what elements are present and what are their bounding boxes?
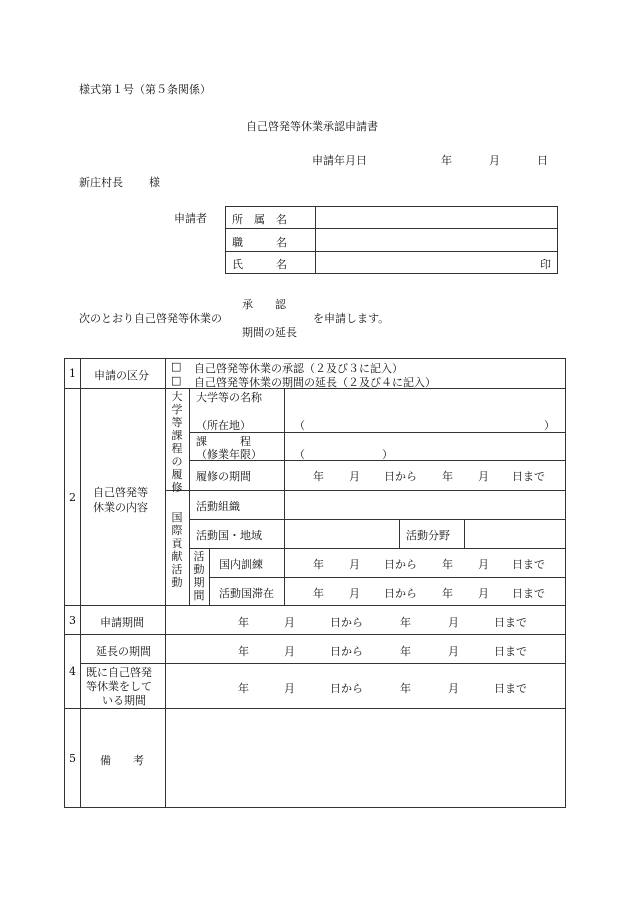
row3-number: 3 [69,614,76,627]
vertical-char: 間 [193,589,205,602]
vertical-char: の [171,455,183,468]
course-open-paren: （ [294,448,305,461]
row3-label: 申請期間 [100,616,144,629]
international-contribution-vertical-label [171,511,183,589]
addressee: 新庄村長 [79,176,123,189]
vertical-char: 期 [193,576,205,589]
row2-label-line2: 休業の内容 [93,501,148,514]
date-day: 日 [537,154,548,167]
affiliation-label: 所 属 名 [232,213,287,226]
row5-number: 5 [69,752,76,765]
vertical-char: 際 [171,524,183,537]
row1-option-approval: 自己啓発等休業の承認（２及び３に記入） [194,362,403,375]
statement-option-approval: 承 認 [242,298,286,311]
activity-period-vertical-label [193,550,205,602]
existing-leave-label-line1: 既に自己啓発 [86,666,152,679]
study-years-label: （修業年限） [196,448,262,461]
date-month: 月 [489,154,500,167]
domestic-training-label: 国内訓練 [219,558,263,571]
statement-option-extension: 期間の延長 [242,326,297,339]
row1-option-extension: 自己啓発等休業の期間の延長（２及び４に記入） [194,376,436,389]
remarks-label: 備 考 [100,754,144,767]
row4-number: 4 [69,665,76,678]
vertical-char: 程 [171,442,183,455]
date-label: 申請年月日 [312,154,367,167]
row1-number: 1 [69,367,76,380]
vertical-char: 履 [171,468,183,481]
honorific: 様 [149,176,160,189]
stay-abroad-label: 活動国滞在 [219,587,274,600]
row1-label: 申請の区分 [94,369,149,382]
existing-leave-label-line3: いる期間 [102,694,146,707]
vertical-char: 大 [171,390,183,403]
row1-checkbox-extension[interactable]: □ [171,374,182,387]
form-number: 様式第１号（第５条関係） [79,83,211,96]
vertical-char: 動 [193,563,205,576]
row1-checkbox-approval[interactable]: □ [171,360,182,373]
activity-country-label: 活動国・地域 [196,529,262,542]
activity-field-label: 活動分野 [406,529,450,542]
row2-label-line1: 自己啓発等 [93,486,148,499]
vertical-char: 学 [171,403,183,416]
vertical-char: 修 [171,481,183,494]
row2-number: 2 [69,491,76,504]
statement-prefix: 次のとおり自己啓発等休業の [79,312,222,325]
course-label: 課 程 [196,435,251,448]
document-title: 自己啓発等休業承認申請書 [246,120,378,133]
vertical-char: 国 [171,511,183,524]
course-close-paren: ） [382,448,393,461]
main-table [64,358,566,808]
university-name-label: 大学等の名称 [196,391,262,404]
university-course-vertical-label [171,390,183,494]
statement-suffix: を申請します。 [313,312,390,325]
existing-leave-label-line2: 等休業をして [86,680,152,693]
name-label: 氏 名 [232,258,287,271]
activity-organization-label: 活動組織 [196,500,240,513]
vertical-char: 献 [171,550,183,563]
enrollment-period-label: 履修の期間 [196,470,251,483]
vertical-char: 活 [171,563,183,576]
location-close-paren: ） [544,419,555,432]
vertical-char: 貢 [171,537,183,550]
vertical-char: 動 [171,576,183,589]
date-year: 年 [441,154,452,167]
position-label: 職 名 [232,236,287,249]
vertical-char: 課 [171,429,183,442]
seal-mark: 印 [540,258,551,271]
extension-period-label: 延長の期間 [96,645,151,658]
location-label: （所在地） [196,419,251,432]
vertical-char: 活 [193,550,205,563]
vertical-char: 等 [171,416,183,429]
location-open-paren: （ [294,419,305,432]
applicant-label: 申請者 [174,212,207,225]
